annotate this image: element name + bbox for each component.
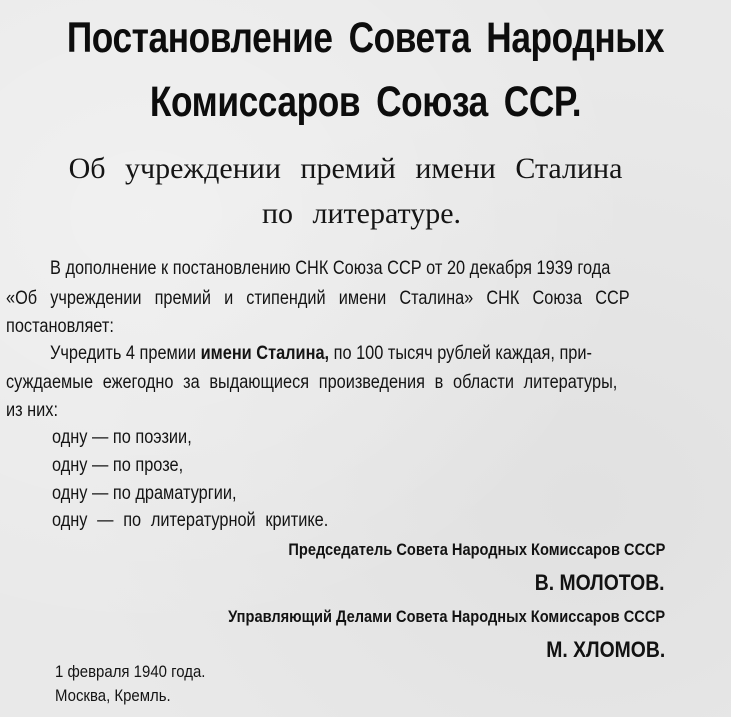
decree-subtitle-line-1: Об учреждении премий имени Сталина [68,152,623,185]
paragraph-2-text-start: Учредить 4 премии [50,343,201,364]
paragraph-1-line-1: В дополнение к постановлению СНК Союза ССР от 20 декабря 1939 года [50,258,611,279]
signature-2-position: Управляющий Делами Совета Народных Комиссаров СССР [227,607,665,626]
signature-1-position: Председатель Совета Народных Комиссаров СССР [287,540,665,559]
decree-title-line-1: Постановление Совета Народных [66,14,665,62]
decree-date: 1 февраля 1940 года. [55,662,206,681]
paragraph-2-line-3: из них: [6,400,59,421]
list-item-prose: одну — по прозе, [52,455,184,476]
signature-1-name: В. МОЛОТОВ. [535,570,665,595]
paragraph-2-line-2: суждаемые ежегодно за выдающиеся произведения в области литературы, [6,372,618,393]
paragraph-1-line-2: «Об учреждении премий и стипендий имени Сталина» СНК Союза ССР [6,288,630,309]
paragraph-2-line-1 [50,343,592,365]
paragraph-2-text-end: по 100 тысяч рублей каждая, при- [329,343,592,364]
list-item-poetry: одну — по поэзии, [52,427,192,448]
list-item-drama: одну — по драматургии, [52,483,237,504]
signature-2-name: М. ХЛОМОВ. [546,637,665,662]
paragraph-1-line-3: постановляет: [6,316,114,337]
decree-subtitle-line-2: по литературе. [261,197,462,230]
decree-title-line-2: Комиссаров Союза ССР. [149,78,582,126]
list-item-criticism: одну — по литературной критике. [52,510,329,531]
paragraph-2-bold-phrase: имени Сталина, [200,343,330,364]
decree-place: Москва, Кремль. [55,686,171,705]
